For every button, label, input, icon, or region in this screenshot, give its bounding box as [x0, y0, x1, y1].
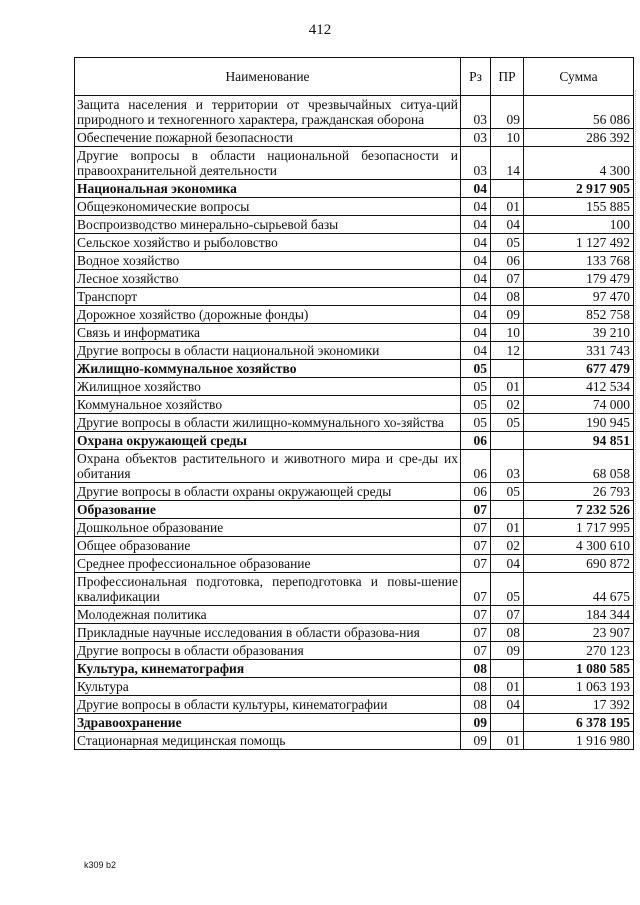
cell-name: Связь и информатика	[75, 324, 461, 342]
cell-pr: 05	[491, 483, 524, 501]
cell-sum: 190 945	[524, 414, 634, 432]
cell-name: Среднее профессиональное образование	[75, 555, 461, 573]
cell-rz: 08	[461, 678, 491, 696]
table-row	[75, 555, 634, 573]
cell-pr	[491, 660, 524, 678]
cell-name: Профессиональная подготовка, переподготовка и повы-шение квалификации	[75, 573, 461, 606]
cell-rz: 04	[461, 180, 491, 198]
header-sum: Сумма	[524, 58, 634, 96]
cell-sum: 74 000	[524, 396, 634, 414]
cell-pr: 10	[491, 129, 524, 147]
cell-name: Другие вопросы в области национальной безопасности и правоохранительной деятельности	[75, 147, 461, 180]
cell-sum: 179 479	[524, 270, 634, 288]
footer-code: k309 b2	[84, 860, 117, 870]
cell-pr: 01	[491, 519, 524, 537]
cell-pr: 08	[491, 624, 524, 642]
cell-pr: 01	[491, 678, 524, 696]
cell-name: Другие вопросы в области жилищно-коммунального хо-зяйства	[75, 414, 461, 432]
cell-sum: 1 916 980	[524, 732, 634, 750]
cell-sum: 56 086	[524, 96, 634, 129]
cell-sum: 270 123	[524, 642, 634, 660]
table-row	[75, 432, 634, 450]
table-row	[75, 129, 634, 147]
cell-pr: 10	[491, 324, 524, 342]
cell-name: Другие вопросы в области культуры, кинематографии	[75, 696, 461, 714]
cell-pr: 07	[491, 270, 524, 288]
cell-rz: 04	[461, 270, 491, 288]
cell-pr: 14	[491, 147, 524, 180]
cell-sum: 2 917 905	[524, 180, 634, 198]
cell-pr: 04	[491, 696, 524, 714]
cell-sum: 133 768	[524, 252, 634, 270]
cell-sum: 852 758	[524, 306, 634, 324]
cell-rz: 07	[461, 555, 491, 573]
cell-sum: 155 885	[524, 198, 634, 216]
cell-name: Общеэкономические вопросы	[75, 198, 461, 216]
cell-name: Сельское хозяйство и рыболовство	[75, 234, 461, 252]
cell-name: Дорожное хозяйство (дорожные фонды)	[75, 306, 461, 324]
cell-rz: 05	[461, 378, 491, 396]
cell-sum: 412 534	[524, 378, 634, 396]
cell-pr	[491, 501, 524, 519]
cell-name: Образование	[75, 501, 461, 519]
cell-pr: 03	[491, 450, 524, 483]
cell-rz: 04	[461, 306, 491, 324]
cell-rz: 07	[461, 606, 491, 624]
table-row	[75, 324, 634, 342]
cell-rz: 07	[461, 501, 491, 519]
cell-pr	[491, 714, 524, 732]
table-row	[75, 360, 634, 378]
cell-sum: 94 851	[524, 432, 634, 450]
table-row	[75, 414, 634, 432]
cell-name: Культура, кинематография	[75, 660, 461, 678]
cell-rz: 08	[461, 660, 491, 678]
table-row	[75, 501, 634, 519]
cell-name: Прикладные научные исследования в области образова-ния	[75, 624, 461, 642]
budget-table	[74, 57, 634, 750]
cell-pr: 12	[491, 342, 524, 360]
table-row	[75, 696, 634, 714]
page-number: 412	[308, 22, 332, 38]
table-header-row	[75, 58, 634, 96]
cell-name: Охрана объектов растительного и животного мира и сре-ды их обитания	[75, 450, 461, 483]
cell-rz: 07	[461, 573, 491, 606]
cell-rz: 03	[461, 129, 491, 147]
cell-name: Другие вопросы в области охраны окружающей среды	[75, 483, 461, 501]
cell-pr: 05	[491, 414, 524, 432]
table-row	[75, 732, 634, 750]
cell-name: Стационарная медицинская помощь	[75, 732, 461, 750]
cell-pr: 05	[491, 234, 524, 252]
cell-rz: 07	[461, 519, 491, 537]
cell-pr: 04	[491, 216, 524, 234]
cell-name: Жилищно-коммунальное хозяйство	[75, 360, 461, 378]
cell-pr: 07	[491, 606, 524, 624]
cell-name: Другие вопросы в области национальной экономики	[75, 342, 461, 360]
table-row	[75, 378, 634, 396]
table-row	[75, 198, 634, 216]
cell-pr: 02	[491, 396, 524, 414]
cell-pr: 05	[491, 573, 524, 606]
table-row	[75, 396, 634, 414]
cell-rz: 07	[461, 642, 491, 660]
cell-name: Национальная экономика	[75, 180, 461, 198]
cell-sum: 4 300	[524, 147, 634, 180]
cell-sum: 7 232 526	[524, 501, 634, 519]
table-row	[75, 483, 634, 501]
cell-sum: 1 063 193	[524, 678, 634, 696]
cell-pr: 01	[491, 198, 524, 216]
table-row	[75, 216, 634, 234]
table-row	[75, 606, 634, 624]
cell-sum: 100	[524, 216, 634, 234]
cell-sum: 677 479	[524, 360, 634, 378]
cell-name: Молодежная политика	[75, 606, 461, 624]
cell-sum: 184 344	[524, 606, 634, 624]
cell-pr: 09	[491, 306, 524, 324]
cell-rz: 04	[461, 342, 491, 360]
cell-name: Лесное хозяйство	[75, 270, 461, 288]
cell-rz: 05	[461, 360, 491, 378]
table-row	[75, 678, 634, 696]
cell-sum: 39 210	[524, 324, 634, 342]
table-row	[75, 147, 634, 180]
table-row	[75, 180, 634, 198]
cell-sum: 68 058	[524, 450, 634, 483]
table-body	[75, 96, 634, 750]
cell-sum: 6 378 195	[524, 714, 634, 732]
cell-name: Дошкольное образование	[75, 519, 461, 537]
cell-sum: 1 080 585	[524, 660, 634, 678]
cell-sum: 690 872	[524, 555, 634, 573]
scan-margin-artifact	[633, 90, 636, 610]
cell-rz: 09	[461, 732, 491, 750]
cell-rz: 07	[461, 537, 491, 555]
cell-pr	[491, 180, 524, 198]
table-row	[75, 288, 634, 306]
cell-pr	[491, 360, 524, 378]
cell-name: Общее образование	[75, 537, 461, 555]
table-row	[75, 714, 634, 732]
table-row	[75, 96, 634, 129]
cell-rz: 09	[461, 714, 491, 732]
cell-pr: 09	[491, 642, 524, 660]
table-row	[75, 342, 634, 360]
cell-name: Воспроизводство минерально-сырьевой базы	[75, 216, 461, 234]
cell-name: Другие вопросы в области образования	[75, 642, 461, 660]
cell-pr: 01	[491, 732, 524, 750]
cell-rz: 04	[461, 252, 491, 270]
header-pr: ПР	[491, 58, 524, 96]
cell-rz: 04	[461, 198, 491, 216]
cell-pr: 06	[491, 252, 524, 270]
cell-sum: 331 743	[524, 342, 634, 360]
cell-sum: 23 907	[524, 624, 634, 642]
cell-name: Охрана окружающей среды	[75, 432, 461, 450]
cell-rz: 07	[461, 624, 491, 642]
cell-name: Коммунальное хозяйство	[75, 396, 461, 414]
table-row	[75, 252, 634, 270]
cell-sum: 97 470	[524, 288, 634, 306]
cell-rz: 04	[461, 324, 491, 342]
cell-rz: 04	[461, 234, 491, 252]
cell-name: Водное хозяйство	[75, 252, 461, 270]
table-row	[75, 660, 634, 678]
cell-rz: 04	[461, 216, 491, 234]
table-row	[75, 519, 634, 537]
cell-pr: 08	[491, 288, 524, 306]
table-row	[75, 234, 634, 252]
cell-rz: 06	[461, 483, 491, 501]
cell-pr	[491, 432, 524, 450]
cell-name: Культура	[75, 678, 461, 696]
header-rz: Рз	[461, 58, 491, 96]
cell-rz: 08	[461, 696, 491, 714]
table-row	[75, 642, 634, 660]
cell-name: Здравоохранение	[75, 714, 461, 732]
cell-rz: 03	[461, 147, 491, 180]
table-row	[75, 537, 634, 555]
table-row	[75, 573, 634, 606]
cell-rz: 05	[461, 414, 491, 432]
cell-sum: 44 675	[524, 573, 634, 606]
cell-rz: 06	[461, 432, 491, 450]
cell-sum: 1 717 995	[524, 519, 634, 537]
cell-sum: 1 127 492	[524, 234, 634, 252]
cell-sum: 26 793	[524, 483, 634, 501]
cell-sum: 17 392	[524, 696, 634, 714]
table-row	[75, 450, 634, 483]
table-row	[75, 306, 634, 324]
cell-name: Обеспечение пожарной безопасности	[75, 129, 461, 147]
cell-sum: 4 300 610	[524, 537, 634, 555]
cell-name: Жилищное хозяйство	[75, 378, 461, 396]
cell-pr: 02	[491, 537, 524, 555]
table-row	[75, 624, 634, 642]
cell-sum: 286 392	[524, 129, 634, 147]
cell-rz: 04	[461, 288, 491, 306]
cell-pr: 01	[491, 378, 524, 396]
cell-name: Защита населения и территории от чрезвычайных ситуа-ций природного и техногенного характера, гражданская оборона	[75, 96, 461, 129]
header-name: Наименование	[75, 58, 461, 96]
cell-pr: 09	[491, 96, 524, 129]
cell-rz: 05	[461, 396, 491, 414]
cell-name: Транспорт	[75, 288, 461, 306]
cell-rz: 03	[461, 96, 491, 129]
cell-pr: 04	[491, 555, 524, 573]
cell-rz: 06	[461, 450, 491, 483]
table-row	[75, 270, 634, 288]
